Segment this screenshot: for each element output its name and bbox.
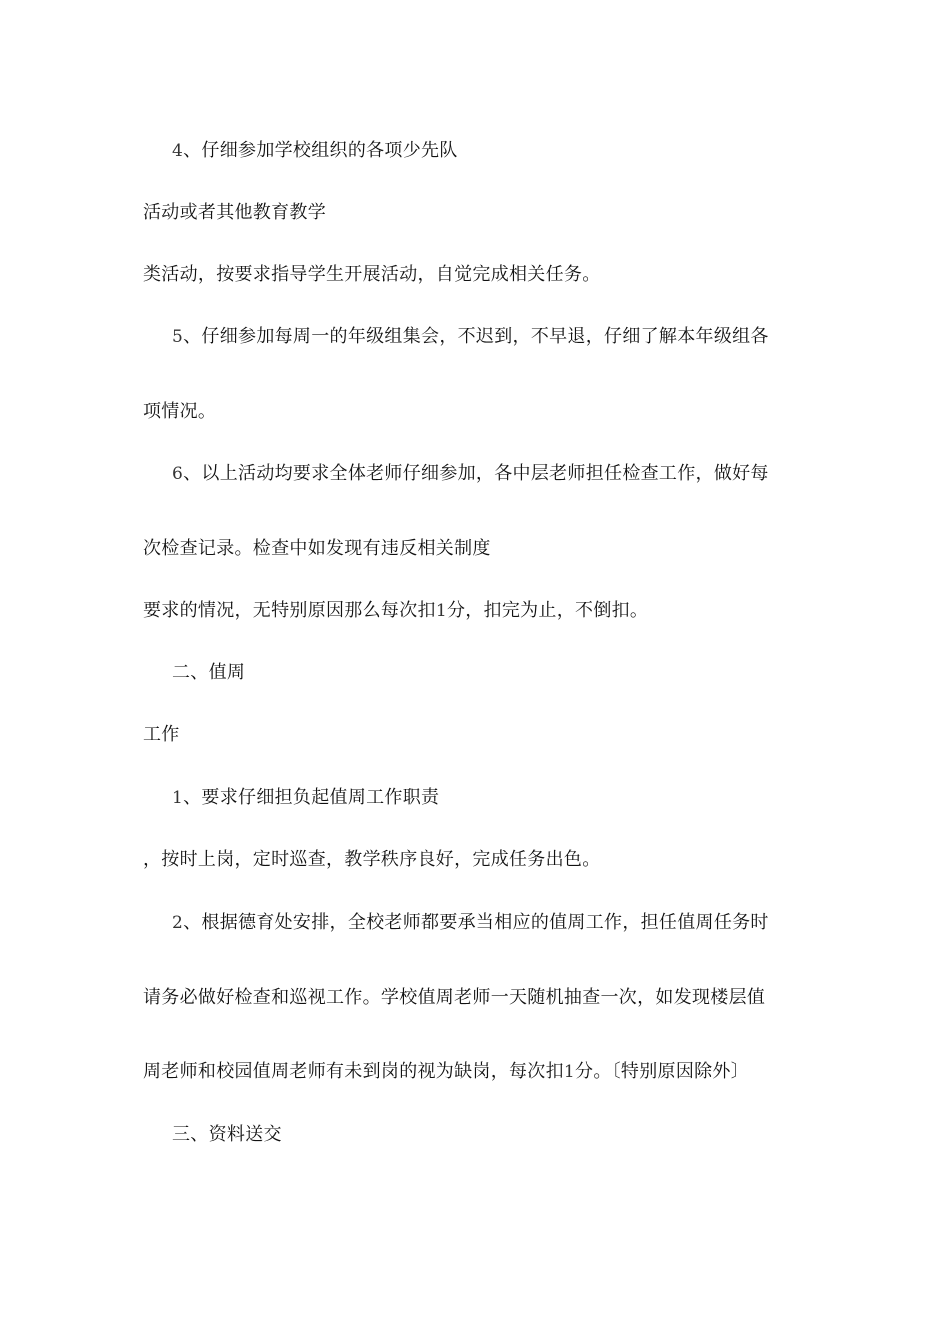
duty-item-1-line-2 <box>143 847 601 873</box>
deduction-number: 1 <box>435 601 447 621</box>
paragraph-text: 活动或者其他教育教学 <box>143 202 326 223</box>
item-5-line-1 <box>172 324 769 350</box>
item-4-line-3 <box>143 262 601 288</box>
section-heading-duty-cont <box>143 722 180 748</box>
item-text: 、仔细参加学校组织的各项少先队 <box>183 140 458 161</box>
item-number: 5 <box>172 327 184 347</box>
item-4-line-1 <box>172 138 458 164</box>
paragraph-text: 类活动，按要求指导学生开展活动，自觉完成相关任务。 <box>143 264 601 285</box>
paragraph-text: 请务必做好检查和巡视工作。学校值周老师一天随机抽查一次，如发现楼层值 <box>143 987 766 1008</box>
paragraph-text: 周老师和校园值周老师有未到岗的视为缺岗，每次扣 <box>143 1061 564 1082</box>
paragraph-text: 要求的情况，无特别原因那么每次扣 <box>143 600 436 621</box>
duty-item-2-line-1 <box>172 910 769 936</box>
item-number: 1 <box>172 788 184 808</box>
heading-text: 二、值周 <box>172 662 246 683</box>
item-text: 、要求仔细担负起值周工作职责 <box>183 787 440 808</box>
paragraph-text: ，按时上岗，定时巡查，教学秩序良好，完成任务出色。 <box>143 849 601 870</box>
item-number: 4 <box>172 141 184 161</box>
item-text: 、仔细参加每周一的年级组集会，不迟到，不早退，仔细了解本年级组各 <box>183 326 769 347</box>
deduction-number: 1 <box>563 1062 576 1082</box>
item-6-line-2 <box>143 536 491 562</box>
section-heading-duty <box>172 660 245 686</box>
duty-item-2-line-3 <box>143 1059 749 1085</box>
paragraph-text: 次检查记录。检查中如发现有违反相关制度 <box>143 538 491 559</box>
item-number: 6 <box>172 464 184 484</box>
paragraph-text: 分，扣完为止，不倒扣。 <box>446 600 649 621</box>
paragraph-text: 分。〔特别原因除外〕 <box>575 1061 750 1082</box>
paragraph-text: 项情况。 <box>143 401 217 422</box>
duty-item-1-line-1 <box>172 785 439 811</box>
duty-item-2-line-2 <box>143 985 765 1011</box>
heading-text: 三、资料送交 <box>172 1124 282 1145</box>
item-6-line-1 <box>172 461 769 487</box>
item-6-line-3 <box>143 598 648 624</box>
item-5-line-2 <box>143 399 216 425</box>
item-text: 、根据德育处安排，全校老师都要承当相应的值周工作，担任值周任务时 <box>183 912 769 933</box>
item-4-line-2 <box>143 200 326 226</box>
item-number: 2 <box>172 913 184 933</box>
section-heading-materials <box>172 1122 282 1148</box>
heading-text: 工作 <box>143 724 180 745</box>
item-text: 、以上活动均要求全体老师仔细参加，各中层老师担任检查工作，做好每 <box>183 463 769 484</box>
